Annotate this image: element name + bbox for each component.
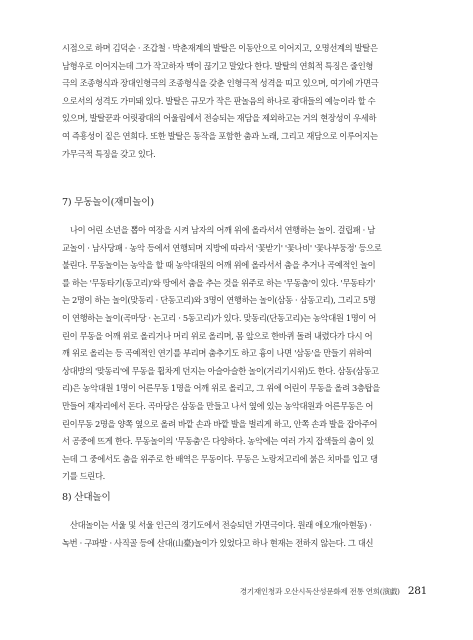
paragraph-sandae [62, 517, 425, 552]
text-line: 극의 조종형식과 장대인형극의 조종형식을 갖춘 인형극적 성격을 띠고 있으며, 여기에 가면극 [62, 78, 379, 89]
text-line: 가무극적 특징을 갖고 있다. [62, 148, 156, 159]
text-line: 여 즉흥성이 짙은 연희다. 또한 발탈은 동작을 포함한 춤과 노래, 그리고 재담으로 이루어지는 [62, 130, 378, 141]
text-line: 는데 그 중에서도 춤을 위주로 한 배역은 무동이다. 무동은 노랑저고리에 붉은 치마를 입고 댕 [62, 453, 378, 464]
text-line: 린이무동 2명을 양쪽 옆으로 올려 바깥 손과 바깥 발을 벌리게 하고, 안쪽 손과 발을 잡아주어 [62, 418, 378, 429]
text-line: 있으며, 발탈꾼과 어릿광대의 어울림에서 전승되는 재담을 제외하고는 거의 현장성이 우세하 [62, 113, 377, 124]
text-line: 기를 드린다. [62, 471, 105, 482]
text-line: 교놀이 · 남사당패 · 농악 등에서 연행되며 지방에 따라서 '꽃받기' '꽃나비' '꽃나부둥정' 등으로 [62, 242, 382, 253]
section-heading-sandae: 8) 산대놀이 [62, 492, 111, 503]
page-number: 281 [407, 585, 427, 597]
text-line: 리)은 농악대원 1명이 어른무동 1명을 어깨 위로 올리고, 그 위에 어린이 무동을 올려 3층탑을 [62, 383, 380, 394]
text-line: 이 연행하는 놀이(곡마당 · 논고리 · 5동고리)가 있다. 맞동리(단동고리)는 농악대원 1명이 어 [62, 312, 377, 323]
text-line: 만들어 재자리에서 돈다. 곡마당은 삼동을 만들고 나서 옆에 있는 농악대원과 어른무동은 어 [62, 400, 374, 411]
text-line: 를 하는 '무동타기(동고리)'와 땅에서 춤을 추는 것을 위주로 하는 '무동춤'이 있다. '무동타기' [62, 277, 376, 288]
text-line: 산대놀이는 서울 및 서울 인근의 경기도에서 전승되던 가면극이다. 원래 애오개(아현동) · [70, 520, 372, 530]
text-line: 나이 어린 소년을 뽑아 여장을 시켜 남자의 어깨 위에 올라서서 연행하는 놀이. 걸립패 · 남 [70, 225, 375, 235]
paragraph-balttal-continuation [62, 40, 425, 163]
text-line: 서 공중에 뜨게 한다. 무동놀이의 '무동춤'은 다양하다. 농악에는 여러 가지 잡색들의 춤이 있 [62, 436, 374, 447]
running-title: 경기재인청과 오산시독산성문화제 전통 연희(演戱) [239, 587, 400, 596]
text-line: 깨 위로 올리는 등 곡예적인 연기를 부리며 춤추기도 하고 흉이 나면 '삼동'을 만들기 위하여 [62, 348, 372, 359]
page-footer [240, 585, 427, 597]
text-line: 시점으로 하며 김덕순 · 조갑철 · 박춘재계의 발탈은 이동안으로 이어지고, 오명선계의 발탈은 [62, 43, 378, 53]
paragraph-mudong [62, 222, 425, 486]
text-line: 으로서의 성격도 가미돼 있다. 발탈은 규모가 작은 판놀음의 하나로 광대들의 예능이라 할 수 [62, 95, 376, 106]
text-line: 불린다. 무동놀이는 농악을 할 때 농악대원의 어깨 위에 올라서서 춤을 추거나 곡예적인 놀이 [62, 260, 376, 271]
text-line: 녹번 · 구파발 · 사직골 등에 산대(山臺)놀이가 있었다고 하나 현재는 전하지 않는다. 그 대신 [62, 537, 374, 548]
text-line: 는 2명이 하는 놀이(맞동리 · 단동고리)와 3명이 연행하는 놀이(삼동 · 삼동고리), 그리고 5명 [62, 295, 376, 306]
text-line: 상대방의 '맞동리'에 무동을 휩차게 던지는 아슬아슬한 놀이(거리기시위)도 한다. 삼동(삼동고 [62, 365, 379, 376]
text-line: 린이 무동을 어깨 위로 올리거나 머리 위로 올리며, 몸 앞으로 한바퀴 돌려 내렸다가 다시 어 [62, 330, 373, 341]
text-line: 남형우로 이어지는데 그가 작고하자 맥이 끊기고 말았다 한다. 발탈의 연희적 특징은 줄인형 [62, 60, 374, 71]
section-heading-mudong: 7) 무동놀이(재미놀이) [62, 197, 154, 208]
